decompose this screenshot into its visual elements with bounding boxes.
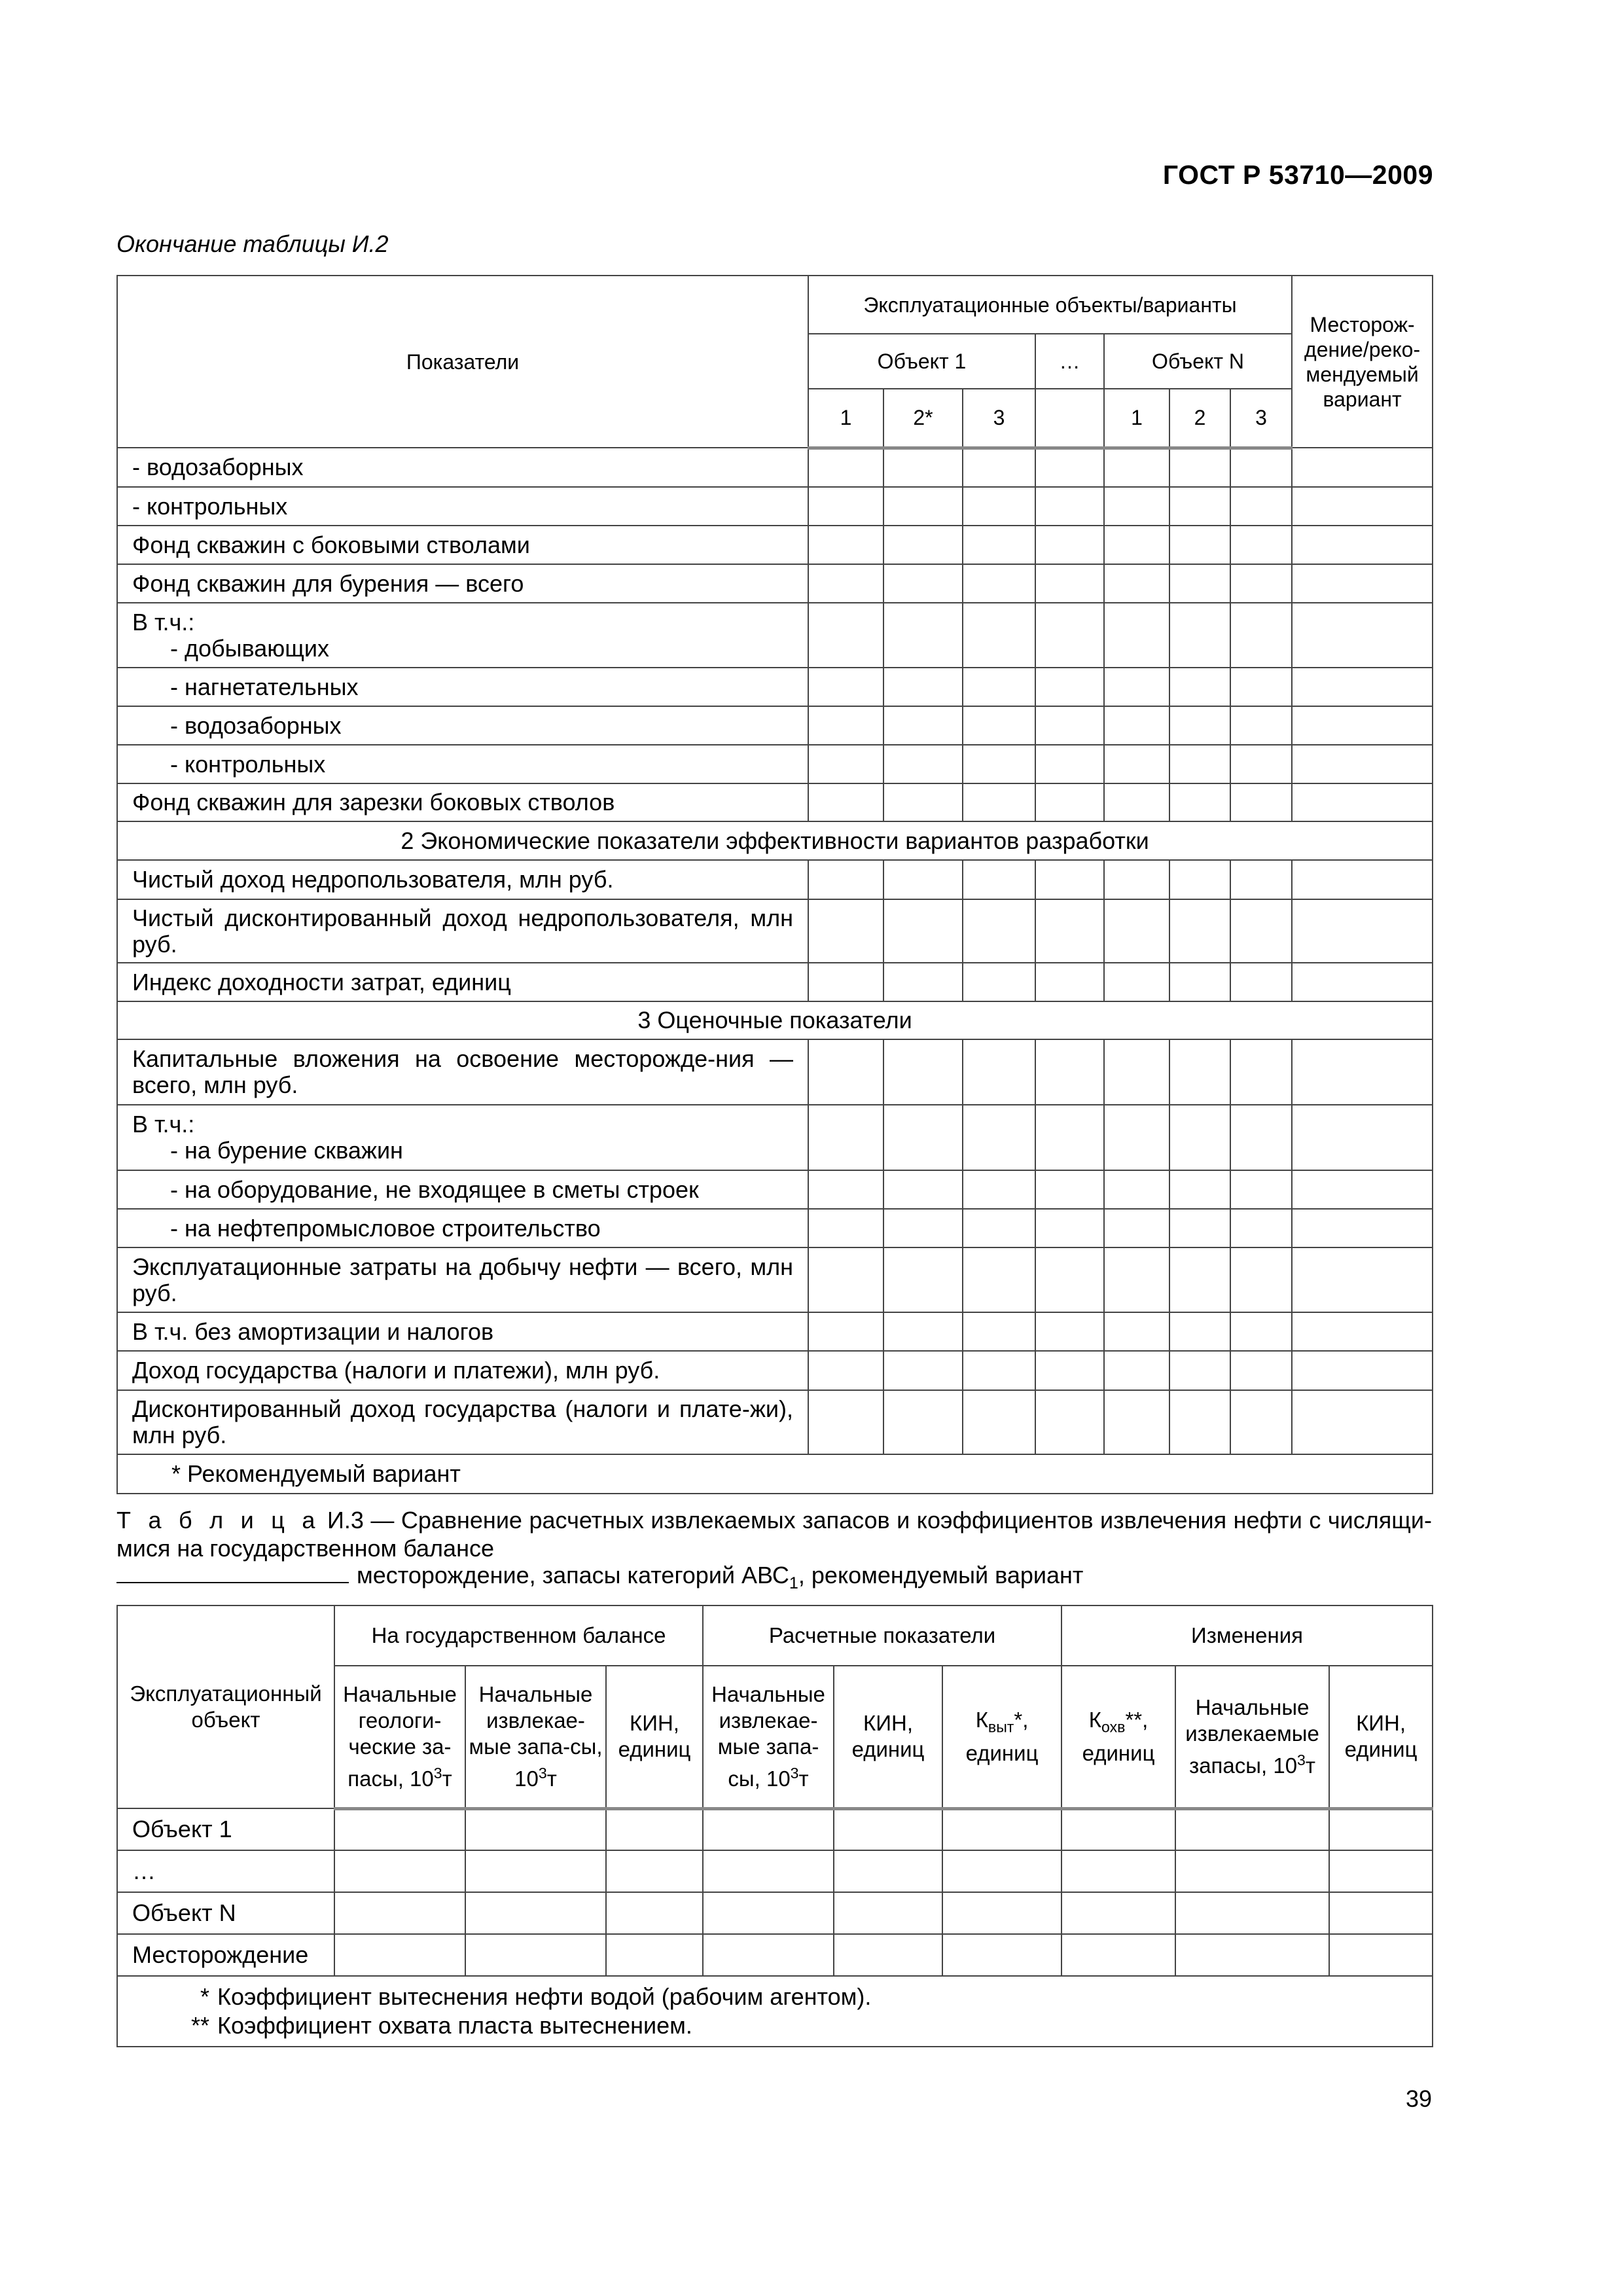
row-label (117, 603, 808, 668)
row-label: - контрольных (117, 745, 808, 783)
row-label: … (117, 1850, 334, 1892)
h-kin: КИН, единиц (606, 1666, 703, 1808)
table-row (117, 668, 1433, 706)
section-row (117, 1001, 1433, 1039)
row-label: Фонд скважин для зарезки боковых стволов (117, 783, 808, 821)
table-label: Т а б л и ц а (116, 1507, 321, 1534)
subtitle-text: месторождение, запасы категорий АВС (357, 1562, 789, 1588)
subtitle-end: , рекомендуемый вариант (798, 1562, 1084, 1588)
table-number: И.3 (327, 1507, 364, 1534)
subtitle-sub: 1 (789, 1574, 798, 1593)
table-row (117, 603, 1433, 668)
section-title: 2 Экономические показатели эффективности вариантов разработки (117, 821, 1433, 860)
row-label: Чистый доход недропользователя, млн руб. (117, 860, 808, 899)
table-row (117, 1892, 1433, 1934)
row-label: Доход государства (налоги и платежи), млн руб. (117, 1351, 808, 1390)
subcol: 3 (963, 389, 1035, 448)
row-label-line: В т.ч.: (132, 608, 195, 636)
table-i3-title (116, 1506, 1432, 1562)
table-row (117, 1105, 1433, 1170)
subcol: 1 (1104, 389, 1169, 448)
group-calc-header: Расчетные показатели (703, 1605, 1061, 1666)
table-row (117, 1934, 1433, 1976)
row-label: Объект 1 (117, 1808, 334, 1850)
h-change-kin: КИН, единиц (1329, 1666, 1433, 1808)
table-row (117, 1390, 1433, 1454)
section-row (117, 821, 1433, 860)
row-label: Дисконтированный доход государства (налоги и плате-жи), млн руб. (117, 1390, 808, 1454)
subcol: 2 (1169, 389, 1230, 448)
footnote-row (117, 1454, 1433, 1494)
table-row (117, 1312, 1433, 1351)
objectN-header: Объект N (1104, 334, 1292, 389)
subcol: 2* (883, 389, 963, 448)
row-label: Индекс доходности затрат, единиц (117, 963, 808, 1001)
h-geo-reserves: Начальные геологи-ческие за-пасы, $10^3т$ (334, 1666, 465, 1808)
h-kohv: $К_{охв}**$, единиц (1061, 1666, 1175, 1808)
group-balance-header: На государственном балансе (334, 1605, 703, 1666)
h-kvyt: $К_{выт}*$, единиц (942, 1666, 1061, 1808)
table-row (117, 1209, 1433, 1247)
subcol: 1 (808, 389, 883, 448)
table-row (117, 448, 1433, 487)
row-label: В т.ч. без амортизации и налогов (117, 1312, 808, 1351)
h-calc-rec-reserves: Начальные извлекае-мые запа-сы, $10^3т$ (703, 1666, 834, 1808)
table-row (117, 1170, 1433, 1209)
field-header: Месторож-дение/реко-мендуемый вариант (1292, 276, 1433, 448)
table-row (117, 564, 1433, 603)
row-label: Фонд скважин для бурения — всего (117, 564, 808, 603)
table-row (117, 963, 1433, 1001)
row-label: Эксплуатационные затраты на добычу нефти — всего, млн руб. (117, 1247, 808, 1312)
blank-field-line (116, 1561, 349, 1583)
objects-header: Эксплуатационные объекты/варианты (808, 276, 1292, 334)
table-row (117, 706, 1433, 745)
subcol-empty (1035, 389, 1104, 448)
row-label: Объект N (117, 1892, 334, 1934)
col-object-header: Эксплуатационный объект (117, 1605, 334, 1808)
indicators-header: Показатели (117, 276, 808, 448)
row-label (117, 1105, 808, 1170)
table-row (117, 487, 1433, 526)
table-row (117, 860, 1433, 899)
object1-header: Объект 1 (808, 334, 1035, 389)
table-i2 (116, 275, 1433, 1494)
subcol: 3 (1230, 389, 1292, 448)
h-rec-reserves: Начальные извлекае-мые запа-сы, $10^3т$ (465, 1666, 606, 1808)
footnote: * Коэффициент вытеснения нефти водой (рабочим агентом). (200, 1983, 872, 2010)
h-calc-kin: КИН, единиц (834, 1666, 942, 1808)
row-label-line: В т.ч.: (132, 1111, 195, 1138)
footnote-row (117, 1976, 1433, 2047)
table-row (117, 1247, 1433, 1312)
table-row (117, 1850, 1433, 1892)
group-changes-header: Изменения (1061, 1605, 1433, 1666)
table-row (117, 899, 1433, 963)
table-row (117, 1351, 1433, 1390)
row-label-line: - добывающих (170, 634, 329, 662)
footnote: * Рекомендуемый вариант (117, 1454, 1433, 1494)
table-row (117, 1808, 1433, 1850)
footnotes (117, 1976, 1433, 2047)
row-label: Чистый дисконтированный доход недропользователя, млн руб. (117, 899, 808, 963)
table-i3-subtitle (116, 1561, 1083, 1597)
table-row (117, 526, 1433, 564)
row-label: - на нефтепромысловое строительство (117, 1209, 808, 1247)
row-label-line: - на бурение скважин (170, 1137, 403, 1164)
table-row (117, 1039, 1433, 1105)
table-title-text: — Сравнение расчетных извлекаемых запасов и коэффициентов извлечения нефти с числящи-мися на государственном балансе (116, 1507, 1432, 1562)
row-label: Фонд скважин с боковыми стволами (117, 526, 808, 564)
row-label: - водозаборных (117, 706, 808, 745)
section-title: 3 Оценочные показатели (117, 1001, 1433, 1039)
row-label: - нагнетательных (117, 668, 808, 706)
footnote: ** Коэффициент охвата пласта вытеснением. (190, 2012, 692, 2039)
standard-code: ГОСТ Р 53710—2009 (1162, 160, 1433, 190)
table-row (117, 745, 1433, 783)
h-change-rec-reserves: Начальные извлекаемые запасы, $10^3т$ (1175, 1666, 1329, 1808)
table-i3 (116, 1605, 1433, 2047)
row-label: - на оборудование, не входящее в сметы строек (117, 1170, 808, 1209)
row-label: - водозаборных (117, 448, 808, 487)
page-number: 39 (1405, 2085, 1432, 2112)
ellipsis-header: … (1035, 334, 1104, 389)
table-continuation-title: Окончание таблицы И.2 (116, 230, 389, 257)
table-row (117, 783, 1433, 821)
row-label: Капитальные вложения на освоение месторожде-ния — всего, млн руб. (117, 1039, 808, 1105)
row-label: Месторождение (117, 1934, 334, 1976)
row-label: - контрольных (117, 487, 808, 526)
